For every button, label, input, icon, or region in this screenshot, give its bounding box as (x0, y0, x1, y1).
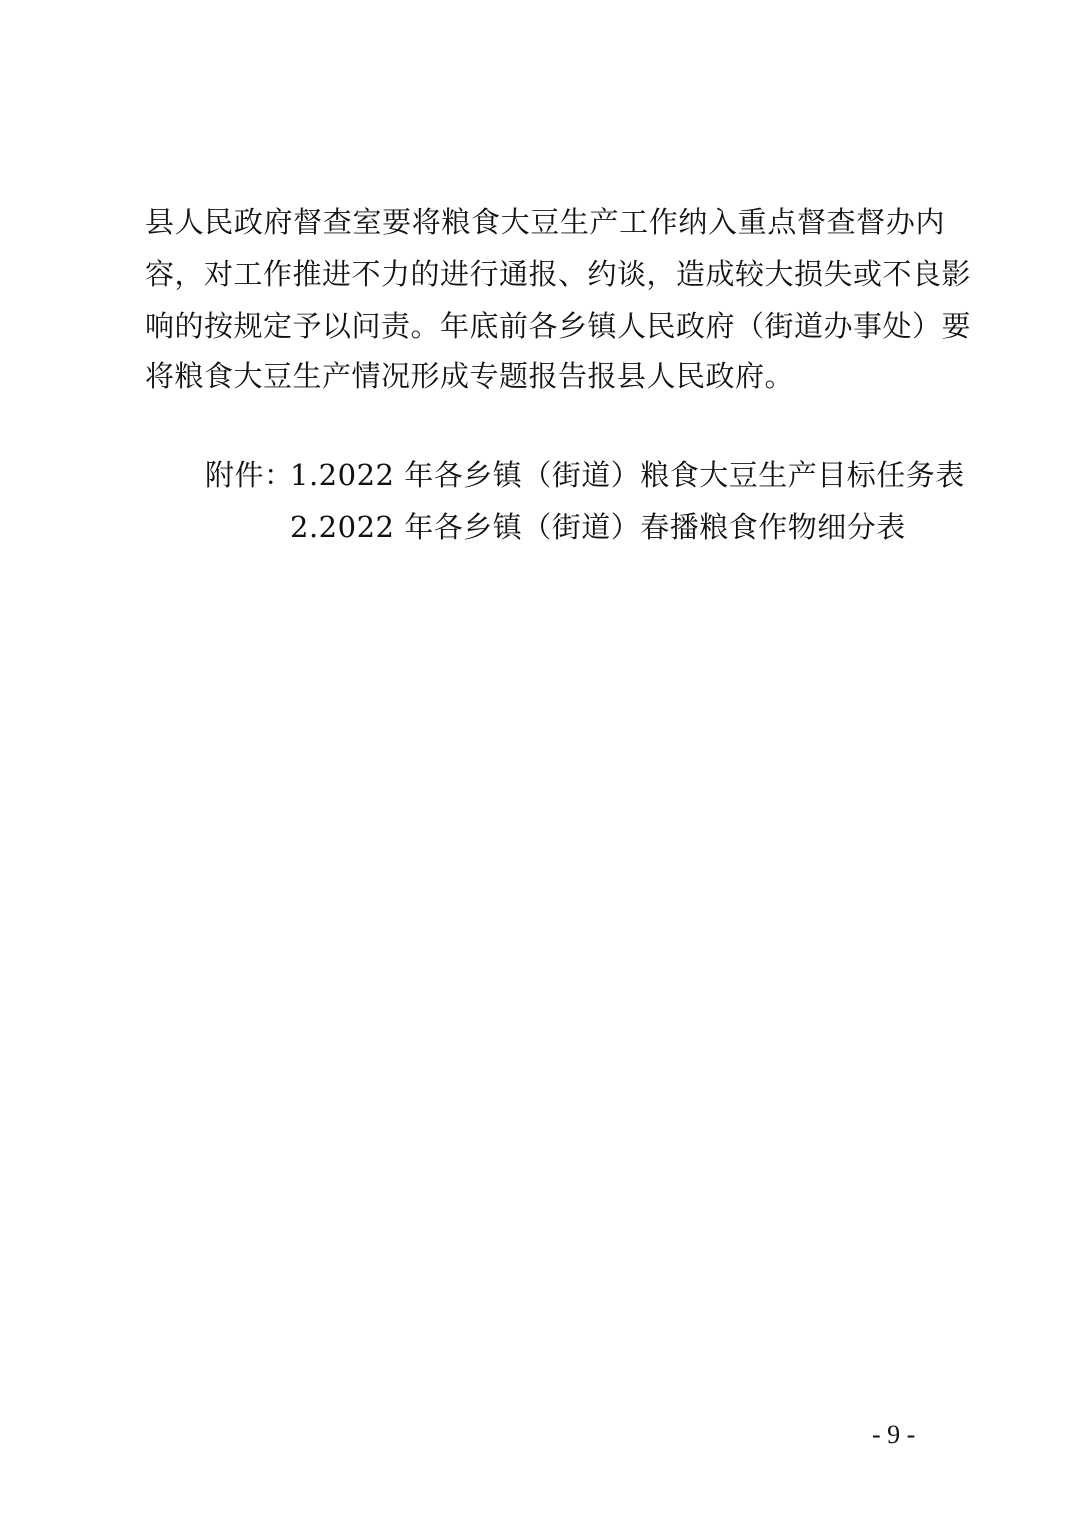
attachment-item: 2.2022 年各乡镇（街道）春播粮食作物细分表 (290, 510, 906, 544)
attachments-label: 附件： (205, 458, 294, 492)
paragraph-line: 将粮食大豆生产情况形成专题报告报县人民政府。 (145, 359, 795, 393)
attachment-item: 1.2022 年各乡镇（街道）粮食大豆生产目标任务表 (290, 458, 965, 492)
paragraph-line: 县人民政府督查室要将粮食大豆生产工作纳入重点督查督办内 (145, 205, 945, 239)
paragraph-line: 容，对工作推进不力的进行通报、约谈，造成较大损失或不良影 (145, 257, 972, 291)
paragraph-line: 响的按规定予以问责。年底前各乡镇人民政府（街道办事处）要 (145, 309, 972, 343)
page-number: - 9 - (872, 1420, 916, 1449)
